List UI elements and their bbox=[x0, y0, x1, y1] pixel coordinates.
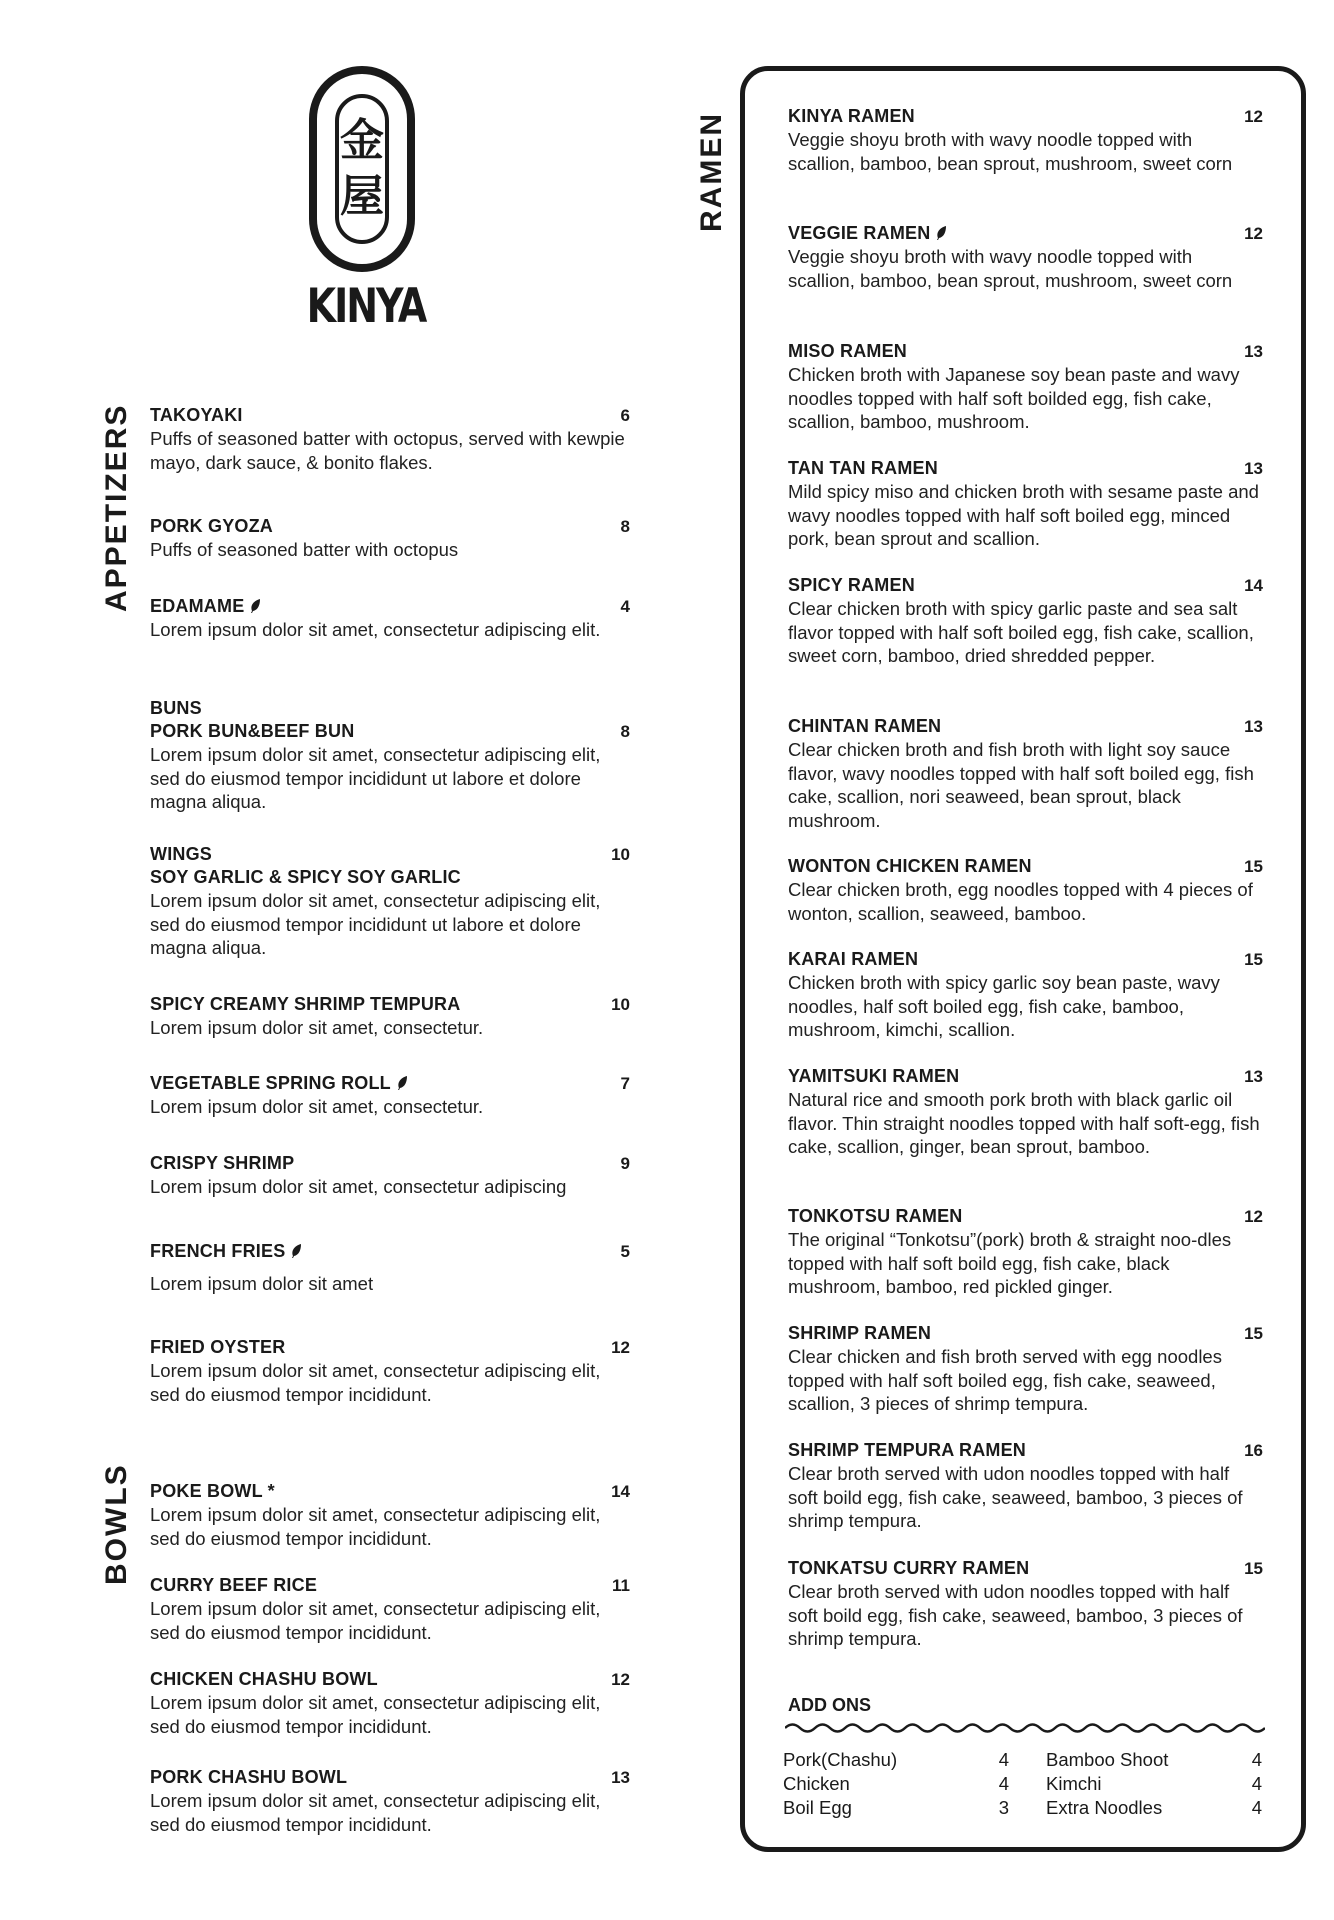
item-price: 16 bbox=[1244, 1441, 1263, 1460]
item-name: YAMITSUKI RAMEN bbox=[788, 1066, 960, 1086]
item-name: TAN TAN RAMEN bbox=[788, 458, 938, 478]
addon-price: 4 bbox=[1251, 1797, 1262, 1818]
addon-name: Pork(Chashu) bbox=[783, 1749, 898, 1770]
item-name: POKE BOWL * bbox=[150, 1481, 275, 1501]
item-name: WINGS bbox=[150, 844, 212, 864]
item-name: CHINTAN RAMEN bbox=[788, 716, 942, 736]
item-description: Clear broth served with udon noodles topped with half soft boild egg, fish cake, seaweed, bamboo, 3 pieces of shrimp tempura. bbox=[788, 1463, 1243, 1531]
item-name: SPICY CREAMY SHRIMP TEMPURA bbox=[150, 994, 461, 1014]
item-name: TAKOYAKI bbox=[150, 405, 243, 425]
item-name: KARAI RAMEN bbox=[788, 949, 919, 969]
item-description: Veggie shoyu broth with wavy noodle topped with scallion, bamboo, bean sprout, mushroom, sweet corn bbox=[788, 246, 1233, 291]
addon-name: Kimchi bbox=[1046, 1773, 1102, 1794]
item-description: Lorem ipsum dolor sit amet bbox=[150, 1273, 374, 1294]
item-name: CRISPY SHRIMP bbox=[150, 1153, 295, 1173]
item-description: Clear chicken and fish broth served with egg noodles topped with half soft boiled egg, fish cake, seaweed, scallion, 3 pieces of shrimp tempura. bbox=[788, 1346, 1222, 1414]
item-price: 13 bbox=[1244, 717, 1263, 736]
item-description: Lorem ipsum dolor sit amet, consectetur adipiscing elit, sed do eiusmod tempor incididunt ut labore et dolore magna aliqua. bbox=[150, 890, 601, 958]
logo-char-gold: 金 bbox=[340, 115, 384, 166]
addon-price: 4 bbox=[998, 1773, 1009, 1794]
menu-item bbox=[788, 340, 1263, 434]
addons-title: ADD ONS bbox=[788, 1695, 872, 1715]
addon-price: 4 bbox=[1251, 1749, 1262, 1770]
item-price: 8 bbox=[620, 517, 630, 536]
item-price: 15 bbox=[1244, 950, 1263, 969]
addon-price: 4 bbox=[1251, 1773, 1262, 1794]
menu-item bbox=[150, 1480, 630, 1550]
item-price: 9 bbox=[620, 1154, 630, 1173]
addon-price: 3 bbox=[998, 1797, 1009, 1818]
wavy-divider bbox=[785, 1721, 1265, 1735]
item-description: Clear chicken broth and fish broth with light soy sauce flavor, wavy noodles topped with half soft boiled egg, fish cake, scallion, nori seaweed, bean sprout, black mushroom. bbox=[788, 739, 1254, 831]
item-name: MISO RAMEN bbox=[788, 341, 907, 361]
item-name: VEGGIE RAMEN bbox=[788, 223, 931, 243]
menu-item bbox=[150, 1152, 630, 1199]
brand-name: KINYA bbox=[306, 278, 426, 333]
item-description: Lorem ipsum dolor sit amet, consectetur adipiscing elit, sed do eiusmod tempor incididunt. bbox=[150, 1692, 601, 1737]
menu-item bbox=[150, 993, 630, 1040]
item-price: 12 bbox=[1244, 1207, 1263, 1226]
item-description: Lorem ipsum dolor sit amet, consectetur adipiscing bbox=[150, 1176, 567, 1197]
menu-item bbox=[150, 697, 630, 814]
item-price: 10 bbox=[611, 995, 630, 1014]
item-name: CHICKEN CHASHU BOWL bbox=[150, 1669, 378, 1689]
item-price: 14 bbox=[611, 1482, 630, 1501]
item-price: 13 bbox=[611, 1768, 630, 1787]
menu-item bbox=[788, 105, 1263, 175]
addon-name: Bamboo Shoot bbox=[1046, 1749, 1169, 1770]
addon-item bbox=[783, 1772, 1009, 1796]
item-description: Lorem ipsum dolor sit amet, consectetur adipiscing elit, sed do eiusmod tempor incididunt. bbox=[150, 1504, 601, 1549]
menu-item bbox=[788, 948, 1263, 1042]
logo-inner-frame bbox=[335, 94, 389, 244]
item-price: 14 bbox=[1244, 576, 1263, 595]
item-name: FRIED OYSTER bbox=[150, 1337, 286, 1357]
menu-item bbox=[150, 1668, 630, 1738]
item-name: TONKOTSU RAMEN bbox=[788, 1206, 963, 1226]
menu-item bbox=[788, 574, 1263, 668]
menu-item bbox=[788, 1065, 1263, 1159]
logo-char-house: 屋 bbox=[340, 171, 384, 222]
item-price: 13 bbox=[1244, 342, 1263, 361]
menu-item bbox=[788, 715, 1263, 832]
item-price: 15 bbox=[1244, 857, 1263, 876]
addon-item bbox=[783, 1748, 1009, 1772]
addon-price: 4 bbox=[998, 1749, 1009, 1770]
item-description: Puffs of seasoned batter with octopus bbox=[150, 539, 459, 560]
item-name: KINYA RAMEN bbox=[788, 106, 915, 126]
menu-item bbox=[150, 404, 630, 474]
ramen-panel bbox=[740, 66, 1306, 1852]
menu-item bbox=[788, 222, 1263, 292]
addon-name: Boil Egg bbox=[783, 1797, 852, 1818]
item-price: 12 bbox=[1244, 107, 1263, 126]
item-price: 12 bbox=[611, 1670, 630, 1689]
item-description: Lorem ipsum dolor sit amet, consectetur. bbox=[150, 1096, 484, 1117]
item-description: Clear chicken broth, egg noodles topped with 4 pieces of wonton, scallion, seaweed, bamboo. bbox=[788, 879, 1253, 924]
item-name: FRENCH FRIES bbox=[150, 1241, 286, 1261]
leaf-icon bbox=[397, 1075, 408, 1091]
item-description: Lorem ipsum dolor sit amet, consectetur. bbox=[150, 1017, 484, 1038]
item-price: 12 bbox=[611, 1338, 630, 1357]
item-price: 4 bbox=[620, 597, 630, 616]
item-name: CURRY BEEF RICE bbox=[150, 1575, 318, 1595]
addon-name: Chicken bbox=[783, 1773, 850, 1794]
item-description: Clear broth served with udon noodles topped with half soft boild egg, fish cake, seaweed, bamboo, 3 pieces of shrimp tempura. bbox=[788, 1581, 1243, 1649]
item-price: 12 bbox=[1244, 224, 1263, 243]
item-price: 15 bbox=[1244, 1559, 1263, 1578]
section-label-bowls: BOWLS bbox=[100, 1463, 133, 1585]
item-name: SHRIMP TEMPURA RAMEN bbox=[788, 1440, 1027, 1460]
item-description: Mild spicy miso and chicken broth with sesame paste and wavy noodles topped with half soft boiled egg, minced pork, bean sprout and scallion. bbox=[788, 481, 1259, 549]
item-price: 11 bbox=[612, 1576, 630, 1595]
item-description: Lorem ipsum dolor sit amet, consectetur adipiscing elit, sed do eiusmod tempor incididunt. bbox=[150, 1790, 601, 1835]
item-price: 5 bbox=[620, 1242, 630, 1261]
addon-item bbox=[1046, 1772, 1262, 1796]
item-price: 13 bbox=[1244, 1067, 1263, 1086]
item-name: WONTON CHICKEN RAMEN bbox=[788, 856, 1032, 876]
item-description: Lorem ipsum dolor sit amet, consectetur adipiscing elit, sed do eiusmod tempor incididunt. bbox=[150, 1598, 601, 1643]
addon-item bbox=[783, 1796, 1009, 1820]
menu-item bbox=[788, 1557, 1263, 1651]
item-category: BUNS bbox=[150, 698, 202, 718]
item-name: PORK BUN&BEEF BUN bbox=[150, 721, 355, 741]
menu-item bbox=[788, 1322, 1263, 1416]
menu-item bbox=[788, 1205, 1263, 1299]
menu-item bbox=[150, 843, 630, 960]
item-description: Lorem ipsum dolor sit amet, consectetur adipiscing elit, sed do eiusmod tempor incididunt. bbox=[150, 1360, 601, 1405]
menu-item bbox=[150, 1336, 630, 1406]
item-description: The original “Tonkotsu”(pork) broth & straight noo-dles topped with half soft boild egg, fish cake, black mushroom, bamboo, red pickled ginger. bbox=[788, 1229, 1232, 1297]
menu-item bbox=[150, 1240, 630, 1296]
item-price: 15 bbox=[1244, 1324, 1263, 1343]
item-name: PORK GYOZA bbox=[150, 516, 274, 536]
addon-name: Extra Noodles bbox=[1046, 1797, 1163, 1818]
menu-item bbox=[150, 1072, 630, 1119]
item-name: PORK CHASHU BOWL bbox=[150, 1767, 348, 1787]
item-description: Puffs of seasoned batter with octopus, served with kewpie mayo, dark sauce, & bonito flakes. bbox=[150, 428, 625, 473]
logo-badge bbox=[309, 66, 415, 272]
item-subname: SOY GARLIC & SPICY SOY GARLIC bbox=[150, 867, 461, 887]
menu-item bbox=[788, 855, 1263, 925]
leaf-icon bbox=[291, 1243, 302, 1259]
section-label-appetizers: APPETIZERS bbox=[100, 403, 133, 612]
menu-item bbox=[150, 515, 630, 562]
item-description: Veggie shoyu broth with wavy noodle topped with scallion, bamboo, bean sprout, mushroom, sweet corn bbox=[788, 129, 1233, 174]
leaf-icon bbox=[250, 598, 261, 614]
item-name: EDAMAME bbox=[150, 596, 245, 616]
menu-item bbox=[150, 595, 630, 642]
item-name: TONKATSU CURRY RAMEN bbox=[788, 1558, 1030, 1578]
menu-item bbox=[150, 1574, 630, 1644]
item-name: VEGETABLE SPRING ROLL bbox=[150, 1073, 391, 1093]
menu-item bbox=[788, 457, 1263, 551]
item-price: 7 bbox=[620, 1074, 630, 1093]
item-description: Chicken broth with spicy garlic soy bean paste, wavy noodles, half soft boiled egg, fish cake, bamboo, mushroom, kimchi, scallion. bbox=[788, 972, 1220, 1040]
item-description: Chicken broth with Japanese soy bean paste and wavy noodles topped with half soft boilded egg, fish cake, scallion, bamboo, mushroom. bbox=[788, 364, 1240, 432]
item-price: 13 bbox=[1244, 459, 1263, 478]
item-description: Clear chicken broth with spicy garlic paste and sea salt flavor topped with half soft boiled egg, fish cake, scallion, sweet corn, bamboo, dried shredded pepper. bbox=[788, 598, 1254, 666]
item-description: Natural rice and smooth pork broth with black garlic oil flavor. Thin straight noodles topped with half soft-egg, fish cake, scallion, ginger, bean sprout, bamboo. bbox=[788, 1089, 1260, 1157]
section-label-ramen: RAMEN bbox=[695, 112, 728, 232]
menu-item bbox=[788, 1439, 1263, 1533]
item-name: SPICY RAMEN bbox=[788, 575, 915, 595]
item-description: Lorem ipsum dolor sit amet, consectetur adipiscing elit, sed do eiusmod tempor incididunt ut labore et dolore magna aliqua. bbox=[150, 744, 601, 812]
menu-item bbox=[150, 1766, 630, 1836]
item-name: SHRIMP RAMEN bbox=[788, 1323, 932, 1343]
leaf-icon bbox=[936, 225, 947, 241]
addon-item bbox=[1046, 1748, 1262, 1772]
item-price: 6 bbox=[620, 406, 630, 425]
item-price: 10 bbox=[611, 845, 630, 864]
addon-item bbox=[1046, 1796, 1262, 1820]
item-description: Lorem ipsum dolor sit amet, consectetur adipiscing elit. bbox=[150, 619, 601, 640]
item-price: 8 bbox=[620, 722, 630, 741]
